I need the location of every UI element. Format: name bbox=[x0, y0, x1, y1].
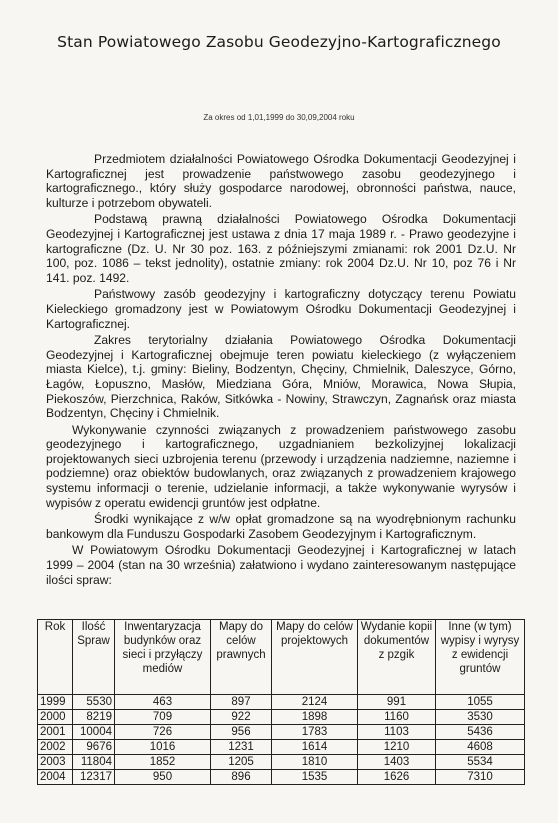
table-row bbox=[38, 725, 525, 740]
table-cell: 726 bbox=[115, 725, 211, 740]
table-cell: 1810 bbox=[272, 755, 358, 770]
table-cell: 2002 bbox=[38, 740, 73, 755]
table-cell: 2000 bbox=[38, 710, 73, 725]
table-cell: 3530 bbox=[436, 710, 525, 725]
column-header: Mapy do celów projektowych bbox=[272, 620, 358, 695]
column-header: Wydanie kopii dokumentów z pzgik bbox=[358, 620, 436, 695]
paragraph-subject: Przedmiotem działalności Powiatowego Ośrodka Dokumentacji Geodezyjnej i Kartograficznej jest prowadzenie państwowego zasobu geodezyjnego i kartograficznego., który służy gospodarce narodowej, obronności państwa, nauce, kulturze i potrzebom obywateli. bbox=[46, 152, 516, 210]
paragraph-resource: Państwowy zasób geodezyjny i kartograficzny dotyczący terenu Powiatu Kieleckiego gromadzony jest w Powiatowym Ośrodku Dokumentacji Geodezyjnej i Kartograficznej. bbox=[46, 287, 516, 331]
paragraph-legal-basis: Podstawą prawną działalności Powiatowego Ośrodka Dokumentacji Geodezyjnej i Kartograficznej jest ustawa z dnia 17 maja 1989 r. - Prawo geodezyjne i kartograficzne (Dz. U. Nr 30 poz. 163. z późniejszymi zmianami: rok 2001 Dz.U. Nr 100, poz. 1086 – tekst jednolity), ostatnie zmiany: rok 2004 Dz.U. Nr 10, poz 76 i Nr 141. poz. 1492. bbox=[46, 212, 516, 285]
table-cell: 10004 bbox=[73, 725, 115, 740]
column-header: Inne (w tym) wypisy i wyrysy z ewidencji gruntów bbox=[436, 620, 525, 695]
table-cell: 896 bbox=[211, 770, 272, 785]
table-cell: 2001 bbox=[38, 725, 73, 740]
table-cell: 1231 bbox=[211, 740, 272, 755]
paragraph-funds: Środki wynikające z w/w opłat gromadzone są na wyodrębnionym rachunku bankowym dla Funduszu Gospodarki Zasobem Geodezyjnym i Kartograficznym. bbox=[46, 512, 516, 541]
table-cell: 11804 bbox=[73, 755, 115, 770]
table-cell: 4608 bbox=[436, 740, 525, 755]
table-cell: 5534 bbox=[436, 755, 525, 770]
table-cell: 1210 bbox=[358, 740, 436, 755]
table-cell: 7310 bbox=[436, 770, 525, 785]
paragraph-statistics-intro: W Powiatowym Ośrodku Dokumentacji Geodezyjnej i Kartograficznej w latach 1999 – 2004 (stan na 30 września) załatwiono i wydano zainteresowanym następujące ilości spraw: bbox=[46, 543, 516, 587]
table-cell: 1403 bbox=[358, 755, 436, 770]
column-header: Mapy do celów prawnych bbox=[211, 620, 272, 695]
column-header: Inwentaryzacja budynków oraz sieci i przyłączy mediów bbox=[115, 620, 211, 695]
table-cell: 1535 bbox=[272, 770, 358, 785]
document-period: Za okres od 1,01,1999 do 30,09,2004 roku bbox=[203, 113, 355, 122]
paragraph-fees: Wykonywanie czynności związanych z prowadzeniem państwowego zasobu geodezyjnego i kartograficznego, uzgadnianiem bezkolizyjnej lokalizacji projektowanych sieci uzbrojenia terenu (przewody i urządzenia nadziemne, naziemne i podziemne) oraz obiektów budowlanych, oraz związanych z prowadzeniem krajowego systemu informacji o terenie, udzielanie informacji, a także wykonywanie wyrysów i wypisów z operatu ewidencji gruntów jest odpłatne. bbox=[46, 422, 516, 510]
table-cell: 1898 bbox=[272, 710, 358, 725]
table-cell: 950 bbox=[115, 770, 211, 785]
column-header: Rok bbox=[38, 620, 73, 695]
table-cell: 2004 bbox=[38, 770, 73, 785]
document-body bbox=[46, 152, 516, 589]
table-cell: 8219 bbox=[73, 710, 115, 725]
table-cell: 2003 bbox=[38, 755, 73, 770]
table-cell: 463 bbox=[115, 695, 211, 710]
table-row bbox=[38, 710, 525, 725]
table-cell: 1160 bbox=[358, 710, 436, 725]
table-row bbox=[38, 770, 525, 785]
paragraph-territory: Zakres terytorialny działania Powiatowego Ośrodka Dokumentacji Geodezyjnej i Kartograficznej obejmuje teren powiatu kieleckiego (z wyłączeniem miasta Kielce), t.j. gminy: Bieliny, Bodzentyn, Chęciny, Chmielnik, Daleszyce, Górno, Łagów, Łopuszno, Masłów, Miedziana Góra, Mniów, Morawica, Nowa Słupia, Piekoszów, Pierzchnica, Raków, Sitkówka - Nowiny, Strawczyn, Zagnańsk oraz miasta Bodzentyn, Chęciny i Chmielnik. bbox=[46, 333, 516, 421]
table-header-row bbox=[38, 620, 525, 695]
table-cell: 922 bbox=[211, 710, 272, 725]
table-cell: 956 bbox=[211, 725, 272, 740]
table-cell: 1783 bbox=[272, 725, 358, 740]
table-cell: 1852 bbox=[115, 755, 211, 770]
table-cell: 1626 bbox=[358, 770, 436, 785]
table-cell: 12317 bbox=[73, 770, 115, 785]
table-cell: 1103 bbox=[358, 725, 436, 740]
table-cell: 2124 bbox=[272, 695, 358, 710]
table-cell: 991 bbox=[358, 695, 436, 710]
table-cell: 9676 bbox=[73, 740, 115, 755]
document-title: Stan Powiatowego Zasobu Geodezyjno-Kartograficznego bbox=[57, 33, 501, 51]
table-cell: 5530 bbox=[73, 695, 115, 710]
table-row bbox=[38, 755, 525, 770]
table-cell: 1999 bbox=[38, 695, 73, 710]
table-cell: 1205 bbox=[211, 755, 272, 770]
table-cell: 5436 bbox=[436, 725, 525, 740]
statistics-table bbox=[37, 619, 525, 785]
table-cell: 709 bbox=[115, 710, 211, 725]
table-cell: 1055 bbox=[436, 695, 525, 710]
table-cell: 1016 bbox=[115, 740, 211, 755]
column-header: Ilość Spraw bbox=[73, 620, 115, 695]
table-row bbox=[38, 695, 525, 710]
table-cell: 1614 bbox=[272, 740, 358, 755]
table-cell: 897 bbox=[211, 695, 272, 710]
table-row bbox=[38, 740, 525, 755]
